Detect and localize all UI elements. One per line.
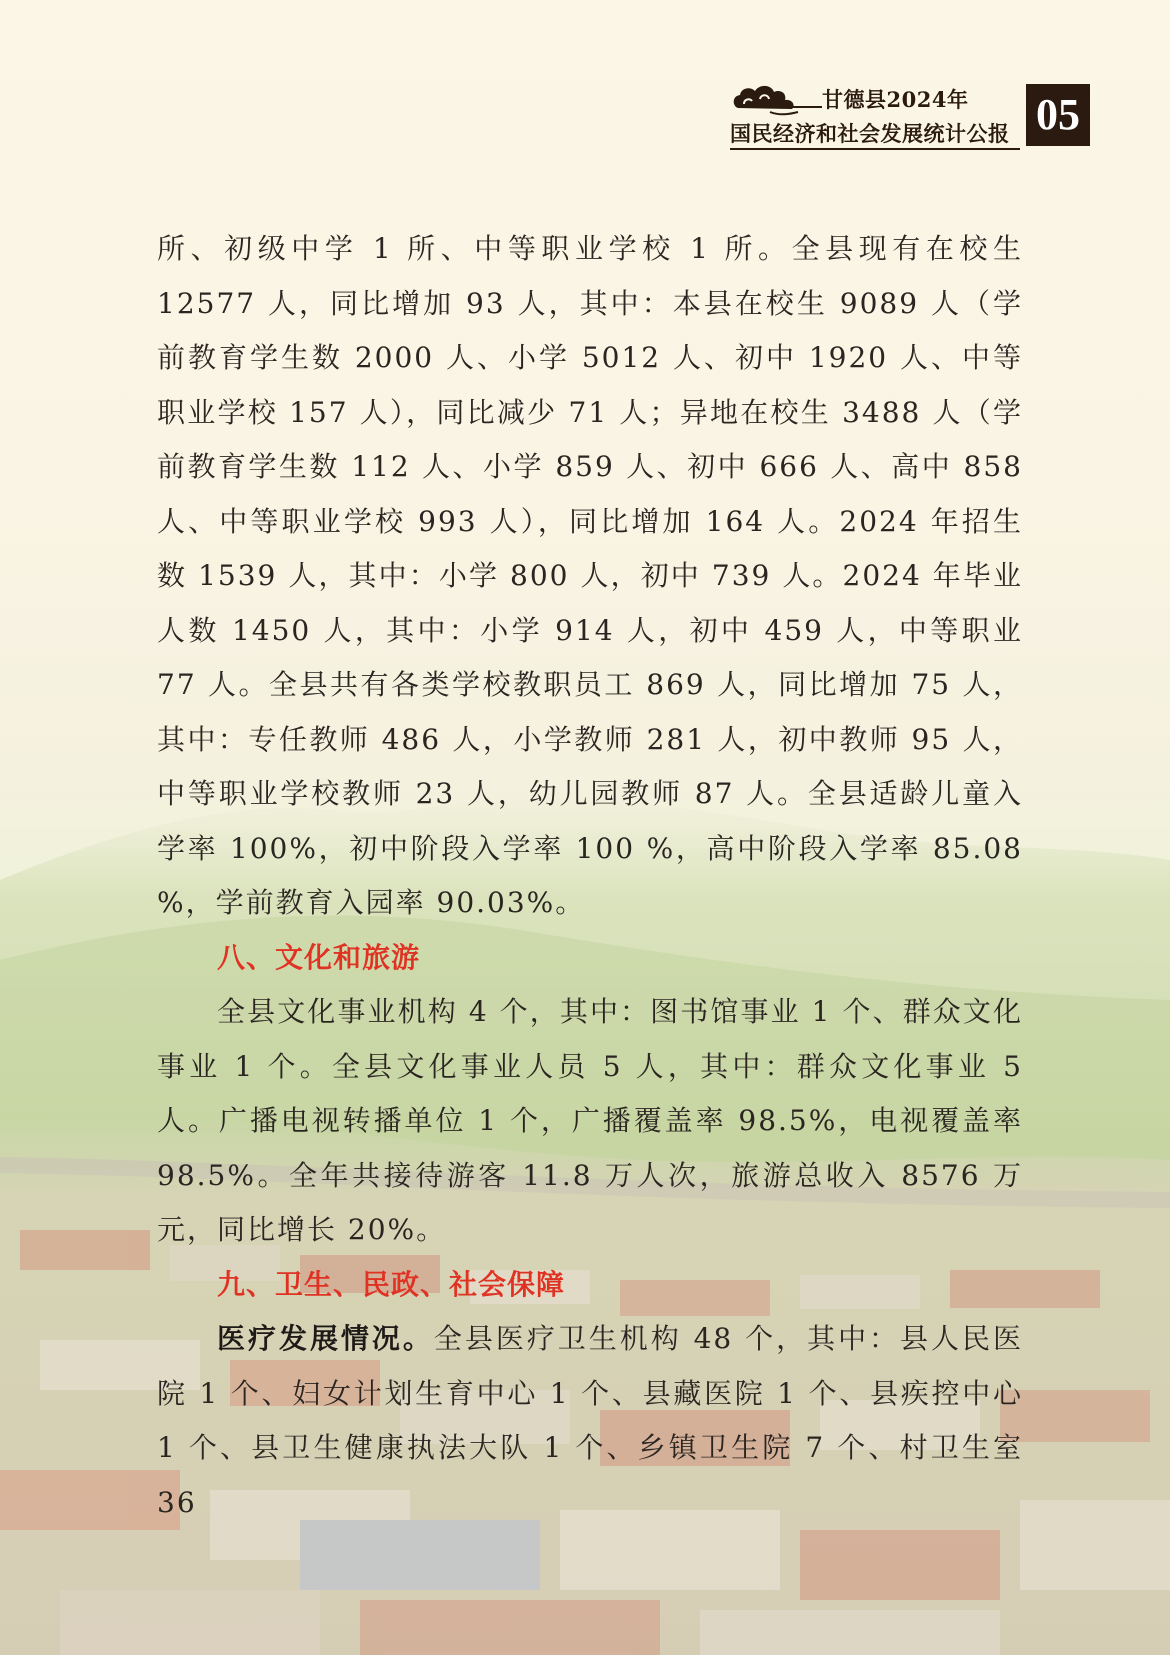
report-title-line2: 国民经济和社会发展统计公报	[730, 121, 1010, 146]
medical-lead-text: 医疗发展情况。	[217, 1322, 434, 1355]
medical-body-text: 全县医疗卫生机构 48 个，其中：县人民医院 1 个、妇女计划生育中心 1 个、县藏医院 1 个、县疾控中心 1 个、县卫生健康执法大队 1 个、乡镇卫生院 7 个、村卫生室 36	[157, 1322, 1023, 1519]
page-number: 05	[1026, 84, 1090, 146]
report-body	[157, 222, 1023, 1530]
report-header	[730, 78, 1090, 160]
auspicious-cloud-icon	[730, 80, 822, 120]
culture-paragraph: 全县文化事业机构 4 个，其中：图书馆事业 1 个、群众文化事业 1 个。全县文化事业人员 5 人，其中：群众文化事业 5 人。广播电视转播单位 1 个，广播覆盖率 98.5%，电视覆盖率 98.5%。全年共接待游客 11.8 万人次，旅游总收入 8576 万元，同比增长 20%。	[157, 995, 1023, 1246]
section-heading-culture-tourism: 八、文化和旅游	[217, 940, 421, 974]
medical-paragraph	[157, 1312, 1023, 1530]
header-divider	[730, 148, 1020, 150]
education-paragraph: 所、初级中学 1 所、中等职业学校 1 所。全县现有在校生 12577 人，同比增加 93 人，其中：本县在校生 9089 人（学前教育学生数 2000 人、小学 5012 人、初中 1920 人、中等职业学校 157 人），同比减少 71 人；异地在校生 3488 人（学前教育学生数 112 人、小学 859 人、初中 666 人、高中 858 人、中等职业学校 993 人），同比增加 164 人。2024 年招生数 1539 人，其中：小学 800 人，初中 739 人。2024 年毕业人数 1450 人，其中：小学 914 人，初中 459 人，中等职业 77 人。全县共有各类学校教职员工 869 人，同比增加 75 人，其中：专任教师 486 人，小学教师 281 人，初中教师 95 人，中等职业学校教师 23 人，幼儿园教师 87 人。全县适龄儿童入学率 100%，初中阶段入学率 100 %，高中阶段入学率 85.08 %，学前教育入园率 90.03%。	[157, 232, 1023, 919]
section-heading-health-welfare: 九、卫生、民政、社会保障	[217, 1267, 566, 1301]
report-title-line1: 甘德县2024年	[822, 87, 969, 112]
